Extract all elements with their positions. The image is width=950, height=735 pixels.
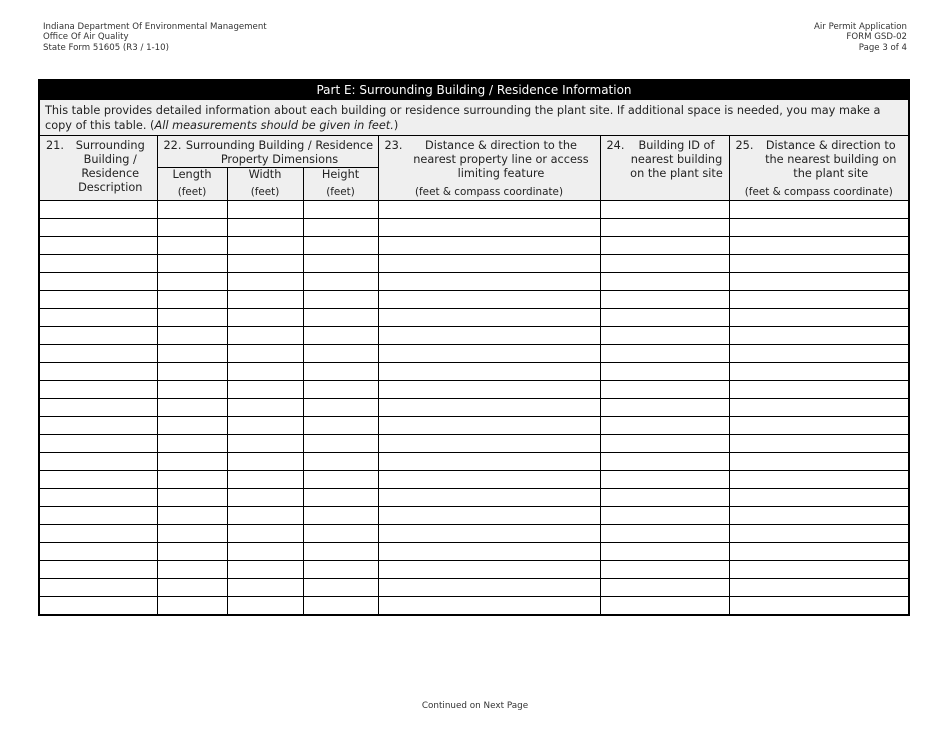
nearest-building-id-cell[interactable] bbox=[600, 453, 729, 471]
table-row bbox=[39, 579, 909, 597]
description-cell[interactable] bbox=[39, 363, 157, 381]
property-line-distance-cell[interactable] bbox=[378, 309, 600, 327]
property-line-distance-cell[interactable] bbox=[378, 291, 600, 309]
description-cell[interactable] bbox=[39, 507, 157, 525]
nearest-building-distance-cell[interactable] bbox=[729, 291, 909, 309]
property-line-distance-cell[interactable] bbox=[378, 399, 600, 417]
width-cell[interactable] bbox=[227, 381, 303, 399]
nearest-building-id-cell[interactable] bbox=[600, 363, 729, 381]
description-cell[interactable] bbox=[39, 219, 157, 237]
nearest-building-id-cell[interactable] bbox=[600, 381, 729, 399]
nearest-building-id-cell[interactable] bbox=[600, 525, 729, 543]
height-cell[interactable] bbox=[303, 417, 378, 435]
description-cell[interactable] bbox=[39, 291, 157, 309]
height-cell[interactable] bbox=[303, 381, 378, 399]
height-cell[interactable] bbox=[303, 273, 378, 291]
length-cell[interactable] bbox=[157, 237, 227, 255]
column-header-width: Width (feet) bbox=[227, 168, 303, 201]
nearest-building-distance-cell[interactable] bbox=[729, 201, 909, 219]
width-cell[interactable] bbox=[227, 561, 303, 579]
nearest-building-distance-cell[interactable] bbox=[729, 525, 909, 543]
nearest-building-distance-cell[interactable] bbox=[729, 237, 909, 255]
nearest-building-distance-cell[interactable] bbox=[729, 561, 909, 579]
property-line-distance-cell[interactable] bbox=[378, 345, 600, 363]
table-title: Part E: Surrounding Building / Residence Information bbox=[39, 80, 909, 100]
form-header-left bbox=[43, 22, 267, 53]
height-cell[interactable] bbox=[303, 219, 378, 237]
nearest-building-distance-cell[interactable] bbox=[729, 597, 909, 616]
nearest-building-id-cell[interactable] bbox=[600, 273, 729, 291]
nearest-building-distance-cell[interactable] bbox=[729, 345, 909, 363]
description-cell[interactable] bbox=[39, 237, 157, 255]
height-cell[interactable] bbox=[303, 561, 378, 579]
description-cell[interactable] bbox=[39, 381, 157, 399]
nearest-building-id-cell[interactable] bbox=[600, 435, 729, 453]
nearest-building-id-cell[interactable] bbox=[600, 237, 729, 255]
length-cell[interactable] bbox=[157, 579, 227, 597]
property-line-distance-cell[interactable] bbox=[378, 417, 600, 435]
property-line-distance-cell[interactable] bbox=[378, 471, 600, 489]
property-line-distance-cell[interactable] bbox=[378, 273, 600, 291]
length-cell[interactable] bbox=[157, 489, 227, 507]
table-instructions: This table provides detailed information about each building or residence surrounding the plant site. If additional space is needed, you may make a copy of this table. (All measurements should be given in feet.) bbox=[39, 100, 909, 136]
column-header-22: 22. Surrounding Building / Residence Property Dimensions bbox=[157, 136, 378, 168]
table-row bbox=[39, 435, 909, 453]
height-cell[interactable] bbox=[303, 453, 378, 471]
measurement-note: All measurements should be given in feet. bbox=[154, 119, 394, 132]
table-row bbox=[39, 507, 909, 525]
width-cell[interactable] bbox=[227, 507, 303, 525]
nearest-building-id-cell[interactable] bbox=[600, 255, 729, 273]
nearest-building-distance-cell[interactable] bbox=[729, 381, 909, 399]
nearest-building-distance-cell[interactable] bbox=[729, 489, 909, 507]
property-line-distance-cell[interactable] bbox=[378, 237, 600, 255]
property-line-distance-cell[interactable] bbox=[378, 579, 600, 597]
width-cell[interactable] bbox=[227, 489, 303, 507]
table-row bbox=[39, 489, 909, 507]
nearest-building-distance-cell[interactable] bbox=[729, 309, 909, 327]
form-header-right bbox=[814, 22, 907, 53]
description-cell[interactable] bbox=[39, 579, 157, 597]
form-title: Air Permit Application bbox=[814, 22, 907, 32]
width-cell[interactable] bbox=[227, 327, 303, 345]
property-line-distance-cell[interactable] bbox=[378, 507, 600, 525]
description-cell[interactable] bbox=[39, 561, 157, 579]
property-line-distance-cell[interactable] bbox=[378, 327, 600, 345]
height-cell[interactable] bbox=[303, 489, 378, 507]
column-header-25: 25. Distance & direction to the nearest building on the plant site (feet & compass coordinate) bbox=[729, 136, 909, 201]
description-cell[interactable] bbox=[39, 453, 157, 471]
nearest-building-id-cell[interactable] bbox=[600, 543, 729, 561]
column-header-length: Length (feet) bbox=[157, 168, 227, 201]
nearest-building-distance-cell[interactable] bbox=[729, 417, 909, 435]
property-line-distance-cell[interactable] bbox=[378, 453, 600, 471]
property-line-distance-cell[interactable] bbox=[378, 255, 600, 273]
table-row bbox=[39, 381, 909, 399]
description-cell[interactable] bbox=[39, 255, 157, 273]
table-row bbox=[39, 201, 909, 219]
table-row bbox=[39, 525, 909, 543]
nearest-building-distance-cell[interactable] bbox=[729, 219, 909, 237]
nearest-building-id-cell[interactable] bbox=[600, 219, 729, 237]
nearest-building-distance-cell[interactable] bbox=[729, 327, 909, 345]
width-cell[interactable] bbox=[227, 219, 303, 237]
property-line-distance-cell[interactable] bbox=[378, 543, 600, 561]
height-cell[interactable] bbox=[303, 309, 378, 327]
table-body bbox=[39, 201, 909, 616]
nearest-building-distance-cell[interactable] bbox=[729, 471, 909, 489]
length-cell[interactable] bbox=[157, 399, 227, 417]
table-row bbox=[39, 345, 909, 363]
width-cell[interactable] bbox=[227, 453, 303, 471]
nearest-building-id-cell[interactable] bbox=[600, 327, 729, 345]
page-number: Page 3 of 4 bbox=[858, 42, 907, 53]
length-cell[interactable] bbox=[157, 255, 227, 273]
description-cell[interactable] bbox=[39, 201, 157, 219]
nearest-building-distance-cell[interactable] bbox=[729, 435, 909, 453]
description-cell[interactable] bbox=[39, 309, 157, 327]
length-cell[interactable] bbox=[157, 525, 227, 543]
width-cell[interactable] bbox=[227, 363, 303, 381]
property-line-distance-cell[interactable] bbox=[378, 525, 600, 543]
height-cell[interactable] bbox=[303, 363, 378, 381]
length-cell[interactable] bbox=[157, 453, 227, 471]
width-cell[interactable] bbox=[227, 399, 303, 417]
length-cell[interactable] bbox=[157, 327, 227, 345]
property-line-distance-cell[interactable] bbox=[378, 561, 600, 579]
description-cell[interactable] bbox=[39, 345, 157, 363]
nearest-building-distance-cell[interactable] bbox=[729, 273, 909, 291]
width-cell[interactable] bbox=[227, 579, 303, 597]
table-row bbox=[39, 471, 909, 489]
description-cell[interactable] bbox=[39, 417, 157, 435]
nearest-building-distance-cell[interactable] bbox=[729, 399, 909, 417]
width-cell[interactable] bbox=[227, 345, 303, 363]
table-row bbox=[39, 255, 909, 273]
width-cell[interactable] bbox=[227, 255, 303, 273]
nearest-building-id-cell[interactable] bbox=[600, 399, 729, 417]
agency-name: Indiana Department Of Environmental Management bbox=[43, 22, 267, 32]
nearest-building-id-cell[interactable] bbox=[600, 507, 729, 525]
length-cell[interactable] bbox=[157, 471, 227, 489]
width-cell[interactable] bbox=[227, 201, 303, 219]
height-cell[interactable] bbox=[303, 597, 378, 616]
length-cell[interactable] bbox=[157, 201, 227, 219]
width-cell[interactable] bbox=[227, 273, 303, 291]
width-cell[interactable] bbox=[227, 543, 303, 561]
nearest-building-id-cell[interactable] bbox=[600, 309, 729, 327]
nearest-building-id-cell[interactable] bbox=[600, 417, 729, 435]
column-header-24: 24. Building ID of nearest building on the plant site bbox=[600, 136, 729, 201]
table-row bbox=[39, 417, 909, 435]
width-cell[interactable] bbox=[227, 291, 303, 309]
table-row bbox=[39, 273, 909, 291]
state-form-number: State Form 51605 (R3 / 1-10) bbox=[43, 42, 169, 53]
length-cell[interactable] bbox=[157, 597, 227, 616]
office-name: Office Of Air Quality bbox=[43, 32, 129, 43]
length-cell[interactable] bbox=[157, 273, 227, 291]
height-cell[interactable] bbox=[303, 291, 378, 309]
property-line-distance-cell[interactable] bbox=[378, 489, 600, 507]
width-cell[interactable] bbox=[227, 525, 303, 543]
length-cell[interactable] bbox=[157, 291, 227, 309]
nearest-building-id-cell[interactable] bbox=[600, 201, 729, 219]
column-header-21: 21. Surrounding Building / Residence Description bbox=[39, 136, 157, 201]
length-cell[interactable] bbox=[157, 309, 227, 327]
table-row bbox=[39, 363, 909, 381]
nearest-building-distance-cell[interactable] bbox=[729, 543, 909, 561]
nearest-building-id-cell[interactable] bbox=[600, 471, 729, 489]
length-cell[interactable] bbox=[157, 381, 227, 399]
description-cell[interactable] bbox=[39, 543, 157, 561]
surrounding-building-table bbox=[38, 79, 910, 616]
column-header-height: Height (feet) bbox=[303, 168, 378, 201]
continued-note: Continued on Next Page bbox=[421, 701, 529, 711]
width-cell[interactable] bbox=[227, 237, 303, 255]
table-row bbox=[39, 597, 909, 616]
table-row bbox=[39, 327, 909, 345]
description-cell[interactable] bbox=[39, 327, 157, 345]
property-line-distance-cell[interactable] bbox=[378, 435, 600, 453]
column-header-23: 23. Distance & direction to the nearest property line or access limiting feature (feet & compass coordinate) bbox=[378, 136, 600, 201]
property-line-distance-cell[interactable] bbox=[378, 363, 600, 381]
nearest-building-id-cell[interactable] bbox=[600, 561, 729, 579]
description-cell[interactable] bbox=[39, 435, 157, 453]
table-row bbox=[39, 309, 909, 327]
table-row bbox=[39, 561, 909, 579]
table-row bbox=[39, 237, 909, 255]
height-cell[interactable] bbox=[303, 327, 378, 345]
nearest-building-distance-cell[interactable] bbox=[729, 507, 909, 525]
length-cell[interactable] bbox=[157, 435, 227, 453]
nearest-building-id-cell[interactable] bbox=[600, 291, 729, 309]
nearest-building-id-cell[interactable] bbox=[600, 579, 729, 597]
nearest-building-distance-cell[interactable] bbox=[729, 255, 909, 273]
table-row bbox=[39, 453, 909, 471]
length-cell[interactable] bbox=[157, 507, 227, 525]
width-cell[interactable] bbox=[227, 597, 303, 616]
length-cell[interactable] bbox=[157, 219, 227, 237]
width-cell[interactable] bbox=[227, 435, 303, 453]
nearest-building-distance-cell[interactable] bbox=[729, 363, 909, 381]
property-line-distance-cell[interactable] bbox=[378, 219, 600, 237]
length-cell[interactable] bbox=[157, 417, 227, 435]
table-row bbox=[39, 399, 909, 417]
description-cell[interactable] bbox=[39, 597, 157, 616]
description-cell[interactable] bbox=[39, 399, 157, 417]
length-cell[interactable] bbox=[157, 363, 227, 381]
height-cell[interactable] bbox=[303, 237, 378, 255]
nearest-building-distance-cell[interactable] bbox=[729, 579, 909, 597]
nearest-building-id-cell[interactable] bbox=[600, 489, 729, 507]
height-cell[interactable] bbox=[303, 525, 378, 543]
length-cell[interactable] bbox=[157, 345, 227, 363]
description-cell[interactable] bbox=[39, 525, 157, 543]
property-line-distance-cell[interactable] bbox=[378, 201, 600, 219]
table-row bbox=[39, 543, 909, 561]
height-cell[interactable] bbox=[303, 255, 378, 273]
form-id: FORM GSD-02 bbox=[846, 32, 907, 43]
height-cell[interactable] bbox=[303, 471, 378, 489]
height-cell[interactable] bbox=[303, 345, 378, 363]
height-cell[interactable] bbox=[303, 507, 378, 525]
height-cell[interactable] bbox=[303, 201, 378, 219]
width-cell[interactable] bbox=[227, 471, 303, 489]
width-cell[interactable] bbox=[227, 309, 303, 327]
height-cell[interactable] bbox=[303, 579, 378, 597]
width-cell[interactable] bbox=[227, 417, 303, 435]
property-line-distance-cell[interactable] bbox=[378, 381, 600, 399]
description-cell[interactable] bbox=[39, 489, 157, 507]
table-row bbox=[39, 291, 909, 309]
length-cell[interactable] bbox=[157, 561, 227, 579]
length-cell[interactable] bbox=[157, 543, 227, 561]
table-row bbox=[39, 219, 909, 237]
description-cell[interactable] bbox=[39, 471, 157, 489]
property-line-distance-cell[interactable] bbox=[378, 597, 600, 616]
height-cell[interactable] bbox=[303, 435, 378, 453]
nearest-building-distance-cell[interactable] bbox=[729, 453, 909, 471]
height-cell[interactable] bbox=[303, 399, 378, 417]
description-cell[interactable] bbox=[39, 273, 157, 291]
height-cell[interactable] bbox=[303, 543, 378, 561]
nearest-building-id-cell[interactable] bbox=[600, 597, 729, 616]
nearest-building-id-cell[interactable] bbox=[600, 345, 729, 363]
